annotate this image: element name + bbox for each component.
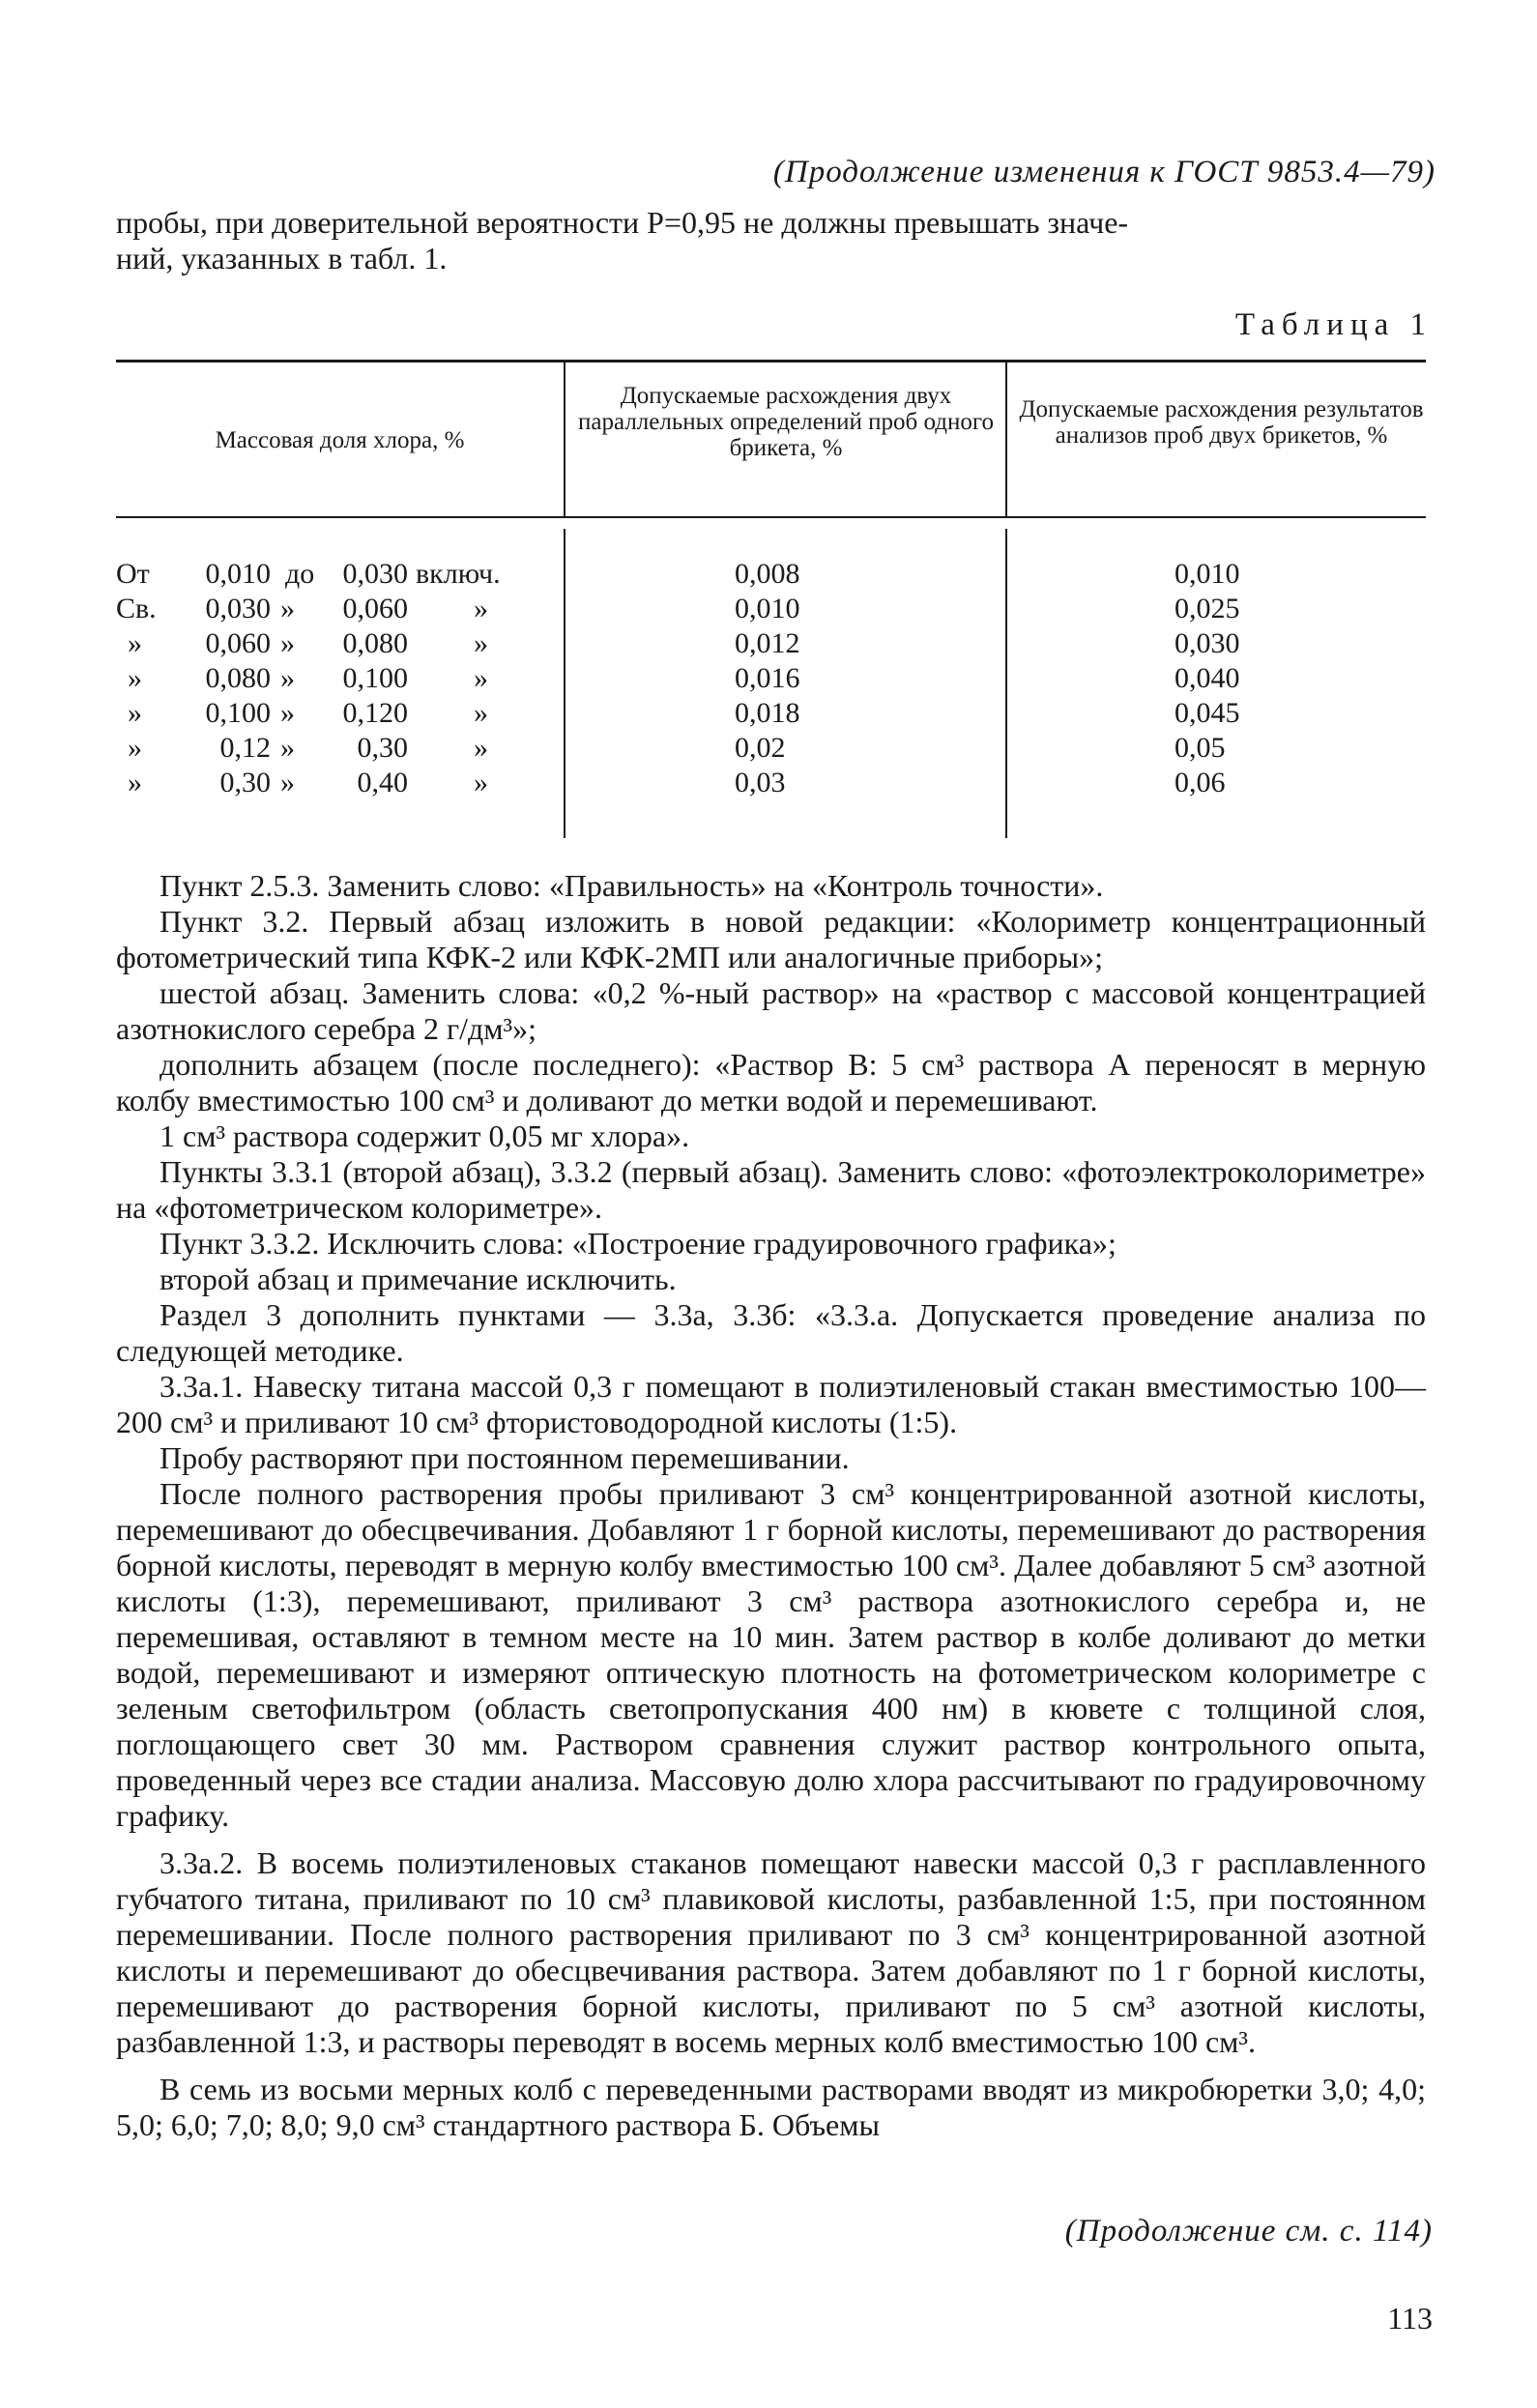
range-from: 0,030 (205, 593, 271, 624)
range-prefix: » (128, 662, 142, 694)
range-sep: » (280, 662, 295, 694)
table-caption: Таблица 1 (1234, 307, 1433, 342)
range-from: 0,100 (205, 697, 271, 729)
briquette-value: 0,06 (1174, 767, 1226, 798)
briquette-value: 0,05 (1174, 732, 1226, 764)
range-to: 0,080 (342, 627, 408, 659)
table-header-rule (116, 516, 1426, 518)
briquette-value: 0,045 (1174, 697, 1240, 729)
table-row (116, 626, 1426, 661)
paragraph: 3.3а.1. Навеску титана массой 0,3 г помещают в полиэтиленовый стакан вместимостью 100—200 см³ и приливают 10 см³ фтористоводородной кислоты (1:5). (116, 1369, 1426, 1439)
table-header-fraction: Массовая доля хлора, % (215, 427, 465, 453)
chlorine-table (116, 360, 1426, 843)
table-top-rule (116, 360, 1426, 363)
range-from: 0,060 (205, 627, 271, 659)
range-to: 0,100 (342, 662, 408, 694)
briquette-value: 0,030 (1174, 627, 1240, 659)
paragraph: Пункт 3.2. Первый абзац изложить в новой редакции: «Колориметр концентрационный фотометрический типа КФК-2 или КФК-2МП или аналогичные приборы»; (116, 904, 1426, 974)
table-row (116, 696, 1426, 731)
range-prefix: » (128, 697, 142, 729)
paragraph: Пункт 3.3.2. Исключить слова: «Построение градуировочного графика»; (160, 1226, 1116, 1261)
paragraph: 1 см³ раствора содержит 0,05 мг хлора». (160, 1118, 690, 1153)
range-to: 0,40 (357, 767, 408, 798)
table-row (116, 766, 1426, 800)
range-suffix: » (474, 662, 488, 694)
table-header-briquettes: Допускаемые расхождения результатов анализов проб двух брикетов, % (1019, 396, 1424, 449)
range-to: 0,30 (357, 732, 408, 764)
range-suffix: » (474, 732, 488, 764)
parallel-value: 0,012 (735, 627, 800, 659)
range-from: 0,010 (205, 558, 271, 590)
range-prefix: » (128, 627, 142, 659)
parallel-value: 0,02 (735, 732, 786, 764)
briquette-value: 0,010 (1174, 558, 1240, 590)
range-sep: » (280, 697, 295, 729)
parallel-value: 0,03 (735, 767, 786, 798)
range-prefix: Св. (116, 593, 157, 624)
table-row (116, 557, 1426, 592)
briquette-value: 0,025 (1174, 593, 1240, 624)
parallel-value: 0,010 (735, 593, 800, 624)
parallel-value: 0,018 (735, 697, 800, 729)
range-sep: до (285, 558, 315, 590)
table-col-divider (564, 360, 566, 516)
page-number: 113 (1387, 2301, 1433, 2335)
intro-line-2: ний, указанных в табл. 1. (116, 241, 448, 276)
range-from: 0,12 (219, 732, 271, 764)
intro-line-1: пробы, при доверительной вероятности P=0,95 не должны превышать значе- (116, 205, 1129, 240)
paragraph: Пункт 2.5.3. Заменить слово: «Правильность» на «Контроль точности». (160, 868, 1104, 903)
range-to: 0,120 (342, 697, 408, 729)
paragraph: дополнить абзацем (после последнего): «Раствор В: 5 см³ раствора А переносят в мерную колбу вместимостью 100 см³ и доливают до метки водой и перемешивают. (116, 1047, 1426, 1117)
range-sep: » (280, 732, 295, 764)
paragraph: Пункты 3.3.1 (второй абзац), 3.3.2 (первый абзац). Заменить слово: «фотоэлектроколориметре» на «фотометрическом колориметре». (116, 1154, 1426, 1225)
range-suffix: » (474, 767, 488, 798)
paragraph: шестой абзац. Заменить слова: «0,2 %-ный раствор» на «раствор с массовой концентрацией азотнокислого серебра 2 г/дм³»; (116, 975, 1426, 1046)
paragraph: После полного растворения пробы приливают 3 см³ концентрированной азотной кислоты, перемешивают до обесцвечивания. Добавляют 1 г борной кислоты, перемешивают до растворения борной кислоты, переводят в мерную колбу вместимостью 100 см³. Далее добавляют 5 см³ азотной кислоты (1:3), перемешивают, приливают 3 см³ раствора азотнокислого серебра и, не перемешивая, оставляют в темном месте на 10 мин. Затем раствор в колбе доливают до метки водой, перемешивают и измеряют оптическую плотность на фотометрическом колориметре с зеленым светофильтром (область светопропускания 400 нм) в кювете с толщиной слоя, поглощающего свет 30 мм. Раствором сравнения служит раствор контрольного опыта, проведенный через все стадии анализа. Массовую долю хлора рассчитывают по градуировочному графику. (116, 1476, 1426, 1833)
paragraph: Раздел 3 дополнить пунктами — 3.3а, 3.3б: «3.3.а. Допускается проведение анализа по следующей методике. (116, 1297, 1426, 1368)
paragraph: Пробу растворяют при постоянном перемешивании. (160, 1440, 850, 1475)
paragraph: В семь из восьми мерных колб с переведенными растворами вводят из микробюретки 3,0; 4,0; 5,0; 6,0; 7,0; 8,0; 9,0 см³ стандартного раствора Б. Объемы (116, 2072, 1426, 2142)
range-suffix: включ. (416, 558, 501, 590)
amendment-text (116, 868, 1426, 2143)
range-suffix: » (474, 627, 488, 659)
parallel-value: 0,016 (735, 662, 800, 694)
range-to: 0,060 (342, 593, 408, 624)
briquette-value: 0,040 (1174, 662, 1240, 694)
table-row (116, 731, 1426, 766)
range-suffix: » (474, 697, 488, 729)
table-col-divider (1005, 360, 1007, 516)
range-sep: » (280, 627, 295, 659)
range-prefix: » (128, 767, 142, 798)
range-from: 0,080 (205, 662, 271, 694)
intro-text (116, 205, 1426, 276)
parallel-value: 0,008 (735, 558, 800, 590)
continuation-note: (Продолжение см. с. 114) (1064, 2214, 1433, 2248)
range-from: 0,30 (219, 767, 271, 798)
range-suffix: » (474, 593, 488, 624)
range-to: 0,030 (342, 558, 408, 590)
range-sep: » (280, 593, 295, 624)
paragraph: второй абзац и примечание исключить. (160, 1262, 677, 1296)
range-sep: » (280, 767, 295, 798)
paragraph: 3.3а.2. В восемь полиэтиленовых стаканов помещают навески массой 0,3 г расплавленного губчатого титана, приливают по 10 см³ плавиковой кислоты, разбавленной 1:5, при постоянном перемешивании. После полного растворения приливают по 3 см³ концентрированной азотной кислоты и перемешивают до обесцвечивания раствора. Затем добавляют по 1 г борной кислоты, перемешивают до растворения борной кислоты, приливают по 5 см³ азотной кислоты, разбавленной 1:3, и растворы переводят в восемь мерных колб вместимостью 100 см³. (116, 1845, 1426, 2059)
table-row (116, 661, 1426, 696)
range-prefix: От (116, 558, 150, 590)
table-header-parallel: Допускаемые расхождения двух параллельных определений проб одного брикета, % (578, 383, 994, 461)
running-header: (Продолжение изменения к ГОСТ 9853.4—79) (772, 155, 1436, 189)
range-prefix: » (128, 732, 142, 764)
table-row (116, 592, 1426, 626)
